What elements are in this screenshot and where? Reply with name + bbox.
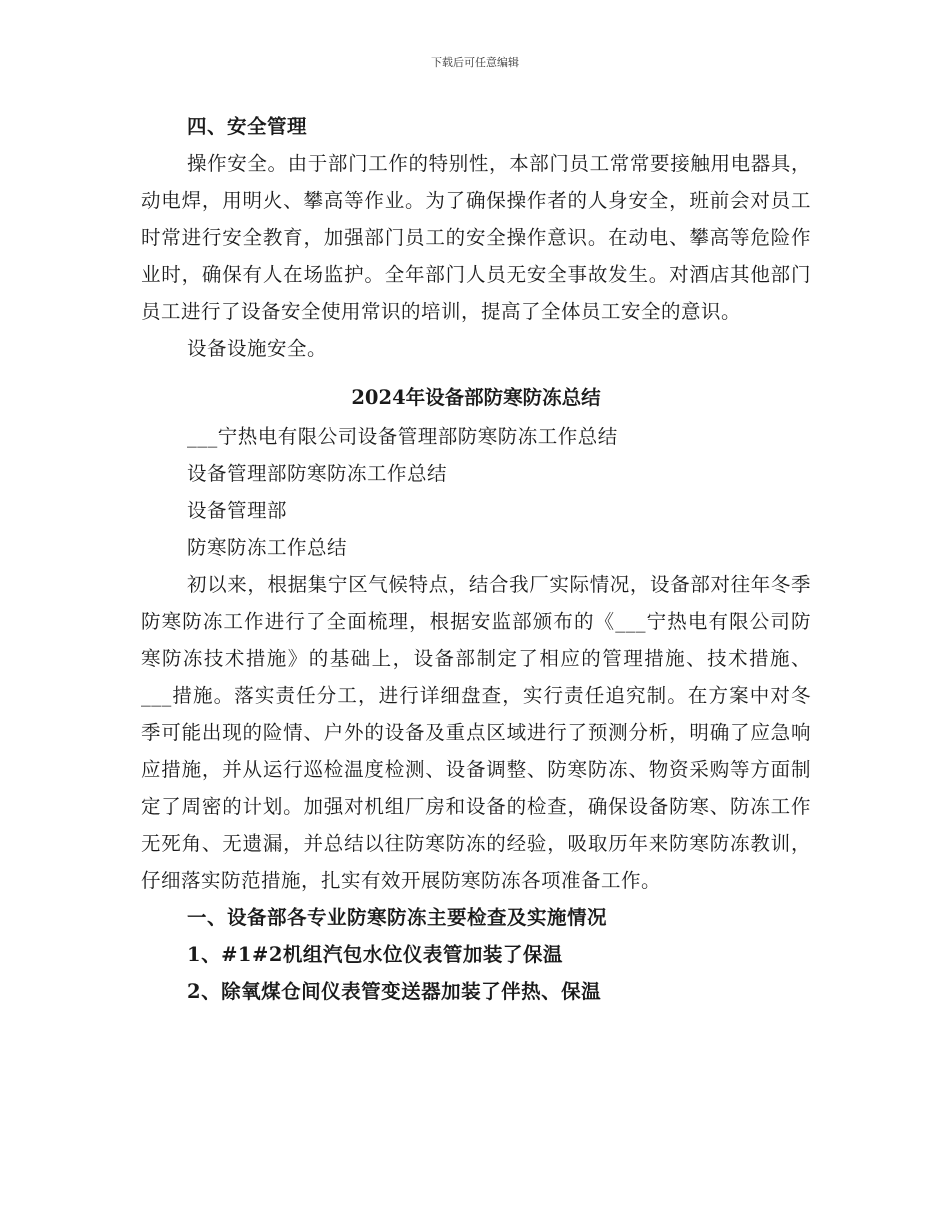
intro-line-company: ___宁热电有限公司设备管理部防寒防冻工作总结 [187, 425, 618, 448]
list-item: 1、#1#2机组汽包水位仪表管加装了保温 [187, 943, 563, 966]
subsection-heading: 一、设备部各专业防寒防冻主要检查及实施情况 [187, 906, 608, 929]
section-heading-safety: 四、安全管理 [187, 115, 308, 138]
intro-line-summary: 防寒防冻工作总结 [187, 536, 348, 559]
intro-line-dept: 设备管理部 [187, 499, 288, 522]
document-body [141, 108, 811, 1010]
paragraph-main-body: 初以来，根据集宁区气候特点，结合我厂实际情况，设备部对往年冬季防寒防冻工作进行了全面梳理，根据安监部颁布的《___宁热电有限公司防寒防冻技术措施》的基础上，设备部制定了相应的管理措施、技术措施、___措施。落实责任分工，进行详细盘查，实行责任追究制。在方案中对冬季可能出现的险情、户外的设备及重点区域进行了预测分析，明确了应急响应措施，并从运行巡检温度检测、设备调整、防寒防冻、物资采购等方面制定了周密的计划。加强对机组厂房和设备的检查，确保设备防寒、防冻工作无死角、无遗漏，并总结以往防寒防冻的经验，吸取历年来防寒防冻教训，仔细落实防范措施，扎实有效开展防寒防冻各项准备工作。 [141, 573, 811, 892]
paragraph-operation-safety: 操作安全。由于部门工作的特别性，本部门员工常常要接触用电器具，动电焊，用明火、攀高等作业。为了确保操作者的人身安全，班前会对员工时常进行安全教育，加强部门员工的安全操作意识。在动电、攀高等危险作业时，确保有人在场监护。全年部门人员无安全事故发生。对酒店其他部门员工进行了设备安全使用常识的培训，提高了全体员工安全的意识。 [141, 152, 811, 323]
document-title: 2024年设备部防寒防冻总结 [351, 386, 601, 409]
paragraph-facility-safety: 设备设施安全。 [187, 337, 328, 360]
list-item: 2、除氧煤仓间仪表管变送器加装了伴热、保温 [187, 980, 602, 1003]
header-note: 下载后可任意编辑 [431, 56, 519, 69]
intro-line-dept-summary: 设备管理部防寒防冻工作总结 [187, 462, 448, 485]
